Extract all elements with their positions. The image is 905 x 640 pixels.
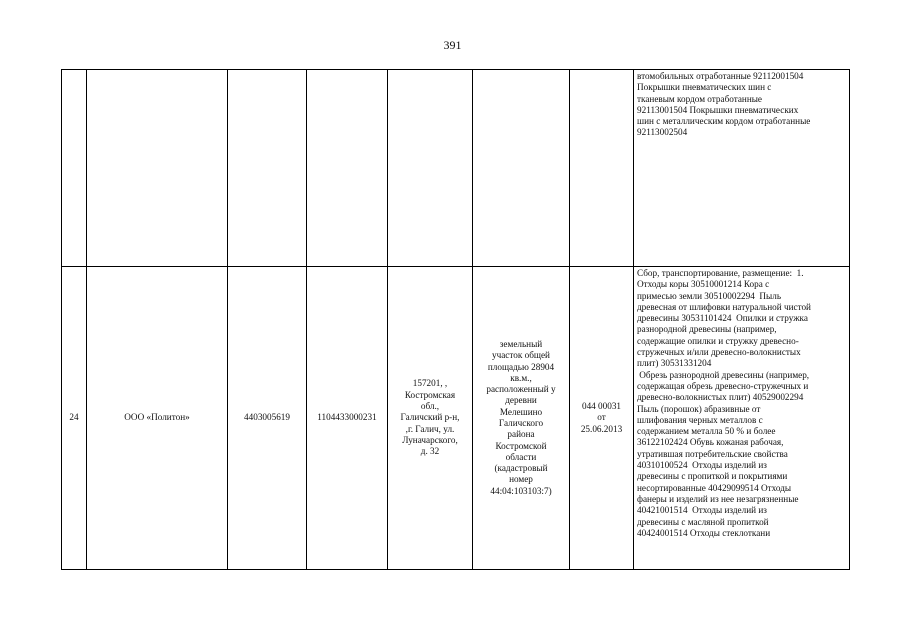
text-line: 157201, ,: [412, 378, 448, 389]
text-line: 36122102424 Обувь кожаная рабочая,: [637, 437, 784, 448]
text-line: земельный: [499, 338, 543, 349]
text-line: разнородной древесины (например,: [637, 324, 777, 335]
license-cell: [570, 70, 634, 267]
text-line: (кадастровый: [494, 463, 548, 474]
address-cell: [388, 70, 473, 267]
text-line: кв.м.,: [510, 372, 532, 383]
text-line: Мелешино: [499, 406, 543, 417]
text-line: участок общей: [492, 350, 550, 361]
text-line: Галичского: [498, 418, 544, 428]
text-line: деревни: [505, 395, 537, 406]
waste-types-cell: [634, 267, 850, 570]
text-line: примесью земли 30510002294 Пыль: [637, 290, 782, 301]
text-line: несортированные 40429099514 Отходы: [637, 482, 792, 493]
inn-cell: 4403005619: [228, 267, 307, 570]
text-line: древесины с пропиткой и покрытиями: [637, 471, 788, 482]
text-line: от: [597, 412, 606, 423]
text-line: 40424001514 Отходы стеклоткани: [637, 527, 771, 538]
text-line: 92113001504 Покрышки пневматических: [637, 104, 799, 115]
text-line: шлифования черных металлов с: [637, 414, 763, 425]
text-line: Галичский р-н,: [400, 412, 460, 423]
text-line: Обрезь разнородной древесины (например,: [637, 369, 810, 380]
text-line: 25.06.2013: [580, 423, 623, 434]
row-number-cell: 24: [62, 267, 87, 570]
text-line: Пыль (порошок) абразивные от: [637, 403, 761, 414]
text-line: древесная от шлифовки натуральной чистой: [637, 301, 811, 312]
text-line: площадью 28904: [487, 361, 555, 372]
text-line: фанеры и изделий из нее незагрязненные: [637, 493, 799, 504]
text-line: области: [505, 451, 537, 462]
site-cell: [473, 70, 570, 267]
text-line: содержанием металла 50 % и более: [637, 426, 776, 437]
organization-cell: [87, 70, 228, 267]
text-line: плит) 30531331204: [637, 358, 712, 369]
text-line: стружечных и/или древесно-волокнистых: [637, 347, 801, 358]
organization-cell: ООО «Политон»: [87, 267, 228, 570]
text-line: Покрышки пневматических шин с: [637, 82, 772, 93]
text-line: утратившая потребительские свойства: [637, 448, 788, 459]
text-line: 044 00031: [581, 401, 622, 412]
text-line: Отходы коры 30510001214 Кора с: [637, 279, 770, 290]
text-line: 92113002504: [637, 127, 688, 138]
text-line: района: [507, 429, 535, 440]
text-line: 40310100524 Отходы изделий из: [637, 460, 767, 471]
text-line: д. 32: [420, 446, 440, 457]
license-registry-table: [61, 69, 850, 570]
text-line: древесины 30531101424 Опилки и стружка: [637, 313, 808, 324]
inn-cell: [228, 70, 307, 267]
text-line: Костромская: [404, 389, 456, 400]
row-number-cell: [62, 70, 87, 267]
text-line: 44:04:103103:7): [490, 485, 552, 496]
text-line: номер: [509, 474, 533, 485]
table-row: [62, 267, 850, 570]
text-line: Луначарского,: [402, 434, 458, 445]
text-line: древесины с масляной пропиткой: [637, 516, 769, 527]
ogrn-cell: [307, 70, 388, 267]
text-line: обл.,: [420, 401, 440, 412]
text-line: втомобильных отработанные 92112001504: [637, 71, 804, 81]
license-cell: [570, 267, 634, 570]
ogrn-cell: 1104433000231: [307, 267, 388, 570]
text-line: шин с металлическим кордом отработанные: [637, 116, 811, 127]
text-line: содержащие опилки и стружку древесно-: [637, 335, 799, 346]
text-line: 40421001514 Отходы изделий из: [637, 505, 767, 516]
text-line: древесно-волокнистых плит) 40529002294: [637, 392, 804, 403]
waste-types-cell: [634, 70, 850, 267]
text-line: Сбор, транспортирование, размещение: 1.: [637, 268, 804, 278]
text-line: ,г. Галич, ул.: [405, 423, 455, 434]
text-line: Костромской: [495, 440, 547, 451]
page-number: 391: [443, 38, 462, 52]
text-line: расположенный у: [486, 384, 556, 395]
text-line: тканевым кордом отработанные: [637, 93, 763, 104]
site-cell: [473, 267, 570, 570]
text-line: содержащая обрезь древесно-стружечных и: [637, 380, 809, 391]
table-row: [62, 70, 850, 267]
address-cell: [388, 267, 473, 570]
